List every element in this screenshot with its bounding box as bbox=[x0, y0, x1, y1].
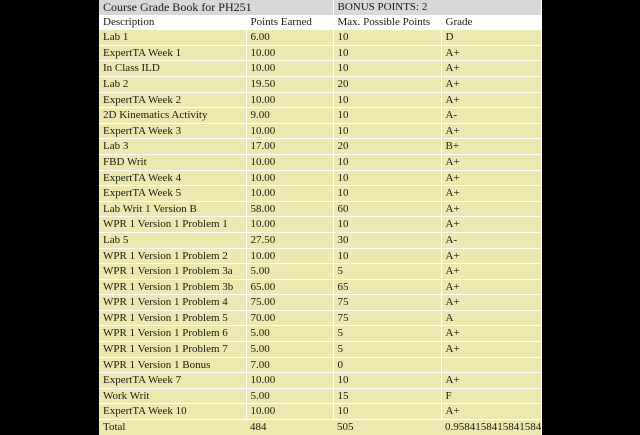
cell-max-possible: 30 bbox=[333, 232, 441, 248]
cell-points-earned: 10.00 bbox=[246, 154, 333, 170]
table-row bbox=[99, 108, 541, 124]
cell-description: 2D Kinematics Activity bbox=[99, 108, 246, 124]
cell-description: ExpertTA Week 7 bbox=[99, 373, 246, 389]
cell-description: ExpertTA Week 4 bbox=[99, 170, 246, 186]
table-row bbox=[99, 186, 541, 202]
table-row bbox=[99, 61, 541, 77]
cell-points-earned: 70.00 bbox=[246, 310, 333, 326]
cell-grade: A+ bbox=[441, 123, 541, 139]
cell-points-earned: 17.00 bbox=[246, 139, 333, 155]
cell-max-possible: 5 bbox=[333, 326, 441, 342]
cell-grade: A+ bbox=[441, 264, 541, 280]
cell-grade: A+ bbox=[441, 45, 541, 61]
cell-points-earned: 10.00 bbox=[246, 404, 333, 420]
column-header-max-possible: Max. Possible Points bbox=[333, 15, 441, 30]
table-row bbox=[99, 76, 541, 92]
cell-max-possible: 75 bbox=[333, 295, 441, 311]
cell-grade: A+ bbox=[441, 186, 541, 202]
cell-max-possible: 15 bbox=[333, 388, 441, 404]
cell-description: WPR 1 Version 1 Problem 2 bbox=[99, 248, 246, 264]
table-row bbox=[99, 154, 541, 170]
cell-description: Lab 1 bbox=[99, 30, 246, 46]
cell-grade: A+ bbox=[441, 61, 541, 77]
cell-points-earned: 5.00 bbox=[246, 388, 333, 404]
table-row bbox=[99, 279, 541, 295]
cell-description: ExpertTA Week 2 bbox=[99, 92, 246, 108]
total-max-possible: 505 bbox=[333, 420, 441, 435]
cell-points-earned: 9.00 bbox=[246, 108, 333, 124]
cell-max-possible: 10 bbox=[333, 45, 441, 61]
cell-grade: B+ bbox=[441, 139, 541, 155]
cell-max-possible: 60 bbox=[333, 201, 441, 217]
table-row bbox=[99, 92, 541, 108]
cell-description: Work Writ bbox=[99, 388, 246, 404]
cell-grade: A+ bbox=[441, 170, 541, 186]
cell-points-earned: 10.00 bbox=[246, 217, 333, 233]
cell-description: WPR 1 Version 1 Problem 3b bbox=[99, 279, 246, 295]
cell-grade: A+ bbox=[441, 295, 541, 311]
cell-description: FBD Writ bbox=[99, 154, 246, 170]
table-row bbox=[99, 310, 541, 326]
cell-grade: D bbox=[441, 30, 541, 46]
cell-description: WPR 1 Version 1 Bonus bbox=[99, 357, 246, 373]
cell-grade bbox=[441, 357, 541, 373]
cell-points-earned: 6.00 bbox=[246, 30, 333, 46]
cell-description: Lab 2 bbox=[99, 76, 246, 92]
cell-grade: A+ bbox=[441, 279, 541, 295]
cell-description: WPR 1 Version 1 Problem 1 bbox=[99, 217, 246, 233]
table-row bbox=[99, 45, 541, 61]
cell-points-earned: 58.00 bbox=[246, 201, 333, 217]
cell-grade: F bbox=[441, 388, 541, 404]
cell-max-possible: 10 bbox=[333, 108, 441, 124]
table-row bbox=[99, 404, 541, 420]
column-header-row bbox=[99, 15, 541, 30]
table-row bbox=[99, 248, 541, 264]
table-row bbox=[99, 30, 541, 46]
cell-max-possible: 10 bbox=[333, 373, 441, 389]
cell-max-possible: 10 bbox=[333, 61, 441, 77]
cell-max-possible: 20 bbox=[333, 76, 441, 92]
column-header-grade: Grade bbox=[441, 15, 541, 30]
cell-max-possible: 10 bbox=[333, 217, 441, 233]
cell-points-earned: 10.00 bbox=[246, 92, 333, 108]
cell-grade: A+ bbox=[441, 373, 541, 389]
cell-max-possible: 10 bbox=[333, 404, 441, 420]
cell-description: WPR 1 Version 1 Problem 5 bbox=[99, 310, 246, 326]
cell-description: ExpertTA Week 1 bbox=[99, 45, 246, 61]
cell-description: In Class ILD bbox=[99, 61, 246, 77]
table-row bbox=[99, 357, 541, 373]
cell-grade: A+ bbox=[441, 342, 541, 358]
cell-description: Lab 5 bbox=[99, 232, 246, 248]
cell-grade: A- bbox=[441, 108, 541, 124]
cell-description: WPR 1 Version 1 Problem 7 bbox=[99, 342, 246, 358]
cell-points-earned: 27.50 bbox=[246, 232, 333, 248]
table-row bbox=[99, 139, 541, 155]
table-title-row bbox=[99, 0, 541, 15]
cell-points-earned: 10.00 bbox=[246, 45, 333, 61]
cell-grade: A+ bbox=[441, 76, 541, 92]
total-percentage: 0.9584158415841584 bbox=[441, 420, 541, 435]
bonus-points-label: BONUS POINTS: 2 bbox=[333, 0, 541, 15]
table-row bbox=[99, 295, 541, 311]
cell-max-possible: 5 bbox=[333, 342, 441, 358]
cell-max-possible: 0 bbox=[333, 357, 441, 373]
cell-grade: A- bbox=[441, 232, 541, 248]
cell-grade: A+ bbox=[441, 154, 541, 170]
cell-description: WPR 1 Version 1 Problem 4 bbox=[99, 295, 246, 311]
cell-description: Lab Writ 1 Version B bbox=[99, 201, 246, 217]
cell-points-earned: 7.00 bbox=[246, 357, 333, 373]
cell-points-earned: 5.00 bbox=[246, 326, 333, 342]
table-row bbox=[99, 232, 541, 248]
cell-grade: A+ bbox=[441, 326, 541, 342]
cell-grade: A+ bbox=[441, 404, 541, 420]
cell-description: WPR 1 Version 1 Problem 3a bbox=[99, 264, 246, 280]
cell-max-possible: 10 bbox=[333, 92, 441, 108]
cell-points-earned: 5.00 bbox=[246, 342, 333, 358]
cell-description: ExpertTA Week 3 bbox=[99, 123, 246, 139]
table-row bbox=[99, 326, 541, 342]
cell-max-possible: 75 bbox=[333, 310, 441, 326]
cell-points-earned: 10.00 bbox=[246, 123, 333, 139]
cell-points-earned: 75.00 bbox=[246, 295, 333, 311]
cell-max-possible: 20 bbox=[333, 139, 441, 155]
cell-description: ExpertTA Week 5 bbox=[99, 186, 246, 202]
cell-max-possible: 10 bbox=[333, 186, 441, 202]
cell-max-possible: 65 bbox=[333, 279, 441, 295]
cell-points-earned: 10.00 bbox=[246, 186, 333, 202]
cell-points-earned: 5.00 bbox=[246, 264, 333, 280]
cell-grade: A+ bbox=[441, 248, 541, 264]
total-points-earned: 484 bbox=[246, 420, 333, 435]
cell-grade: A bbox=[441, 310, 541, 326]
cell-points-earned: 10.00 bbox=[246, 170, 333, 186]
table-row bbox=[99, 170, 541, 186]
table-body bbox=[99, 0, 541, 435]
cell-max-possible: 10 bbox=[333, 248, 441, 264]
cell-points-earned: 10.00 bbox=[246, 61, 333, 77]
cell-description: WPR 1 Version 1 Problem 6 bbox=[99, 326, 246, 342]
table-row bbox=[99, 342, 541, 358]
total-label: Total bbox=[99, 420, 246, 435]
cell-max-possible: 10 bbox=[333, 170, 441, 186]
table-row bbox=[99, 123, 541, 139]
column-header-description: Description bbox=[99, 15, 246, 30]
cell-max-possible: 10 bbox=[333, 123, 441, 139]
table-row bbox=[99, 373, 541, 389]
cell-grade: A+ bbox=[441, 92, 541, 108]
table-row bbox=[99, 201, 541, 217]
page-title: Course Grade Book for PH251 bbox=[99, 0, 333, 15]
table-row bbox=[99, 217, 541, 233]
cell-points-earned: 10.00 bbox=[246, 373, 333, 389]
cell-max-possible: 10 bbox=[333, 154, 441, 170]
course-grade-book-table bbox=[99, 0, 542, 435]
cell-max-possible: 10 bbox=[333, 30, 441, 46]
cell-grade: A+ bbox=[441, 201, 541, 217]
table-row bbox=[99, 264, 541, 280]
cell-points-earned: 10.00 bbox=[246, 248, 333, 264]
cell-description: Lab 3 bbox=[99, 139, 246, 155]
table-row bbox=[99, 388, 541, 404]
table-total-row bbox=[99, 420, 541, 435]
cell-points-earned: 19.50 bbox=[246, 76, 333, 92]
cell-points-earned: 65.00 bbox=[246, 279, 333, 295]
cell-grade: A+ bbox=[441, 217, 541, 233]
cell-max-possible: 5 bbox=[333, 264, 441, 280]
cell-description: ExpertTA Week 10 bbox=[99, 404, 246, 420]
column-header-points-earned: Points Earned bbox=[246, 15, 333, 30]
